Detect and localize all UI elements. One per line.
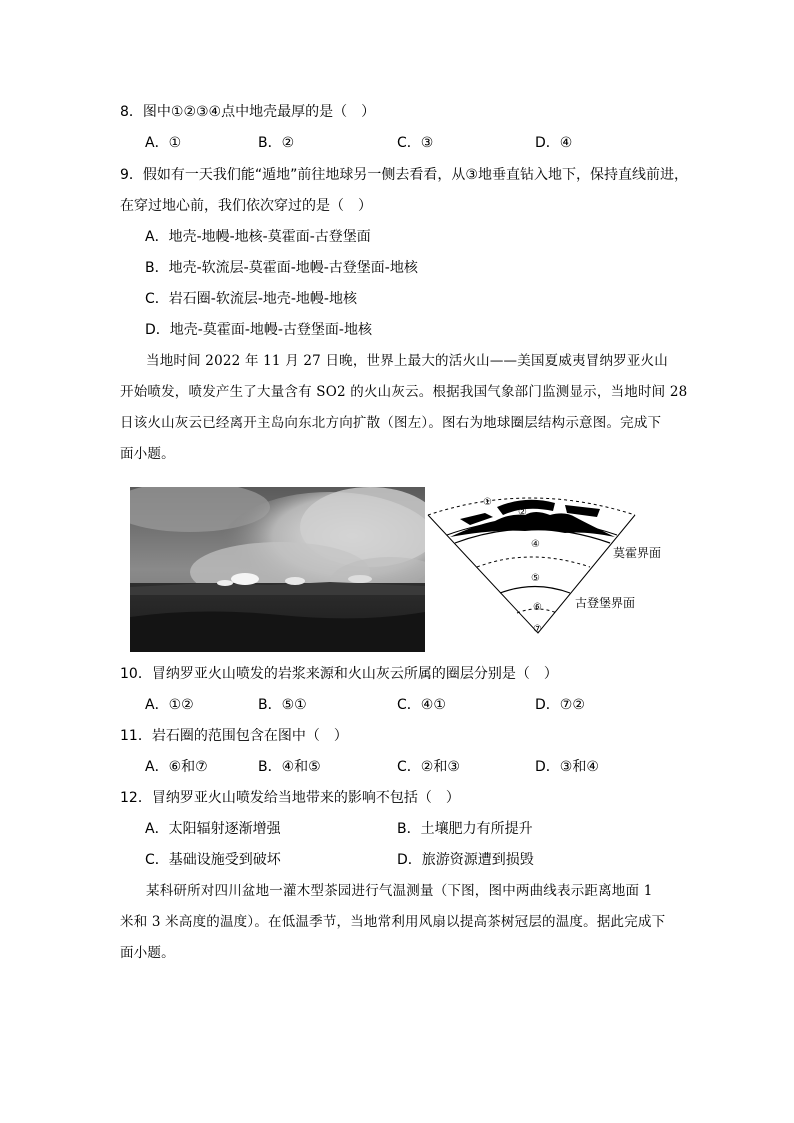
q11-option-c: C．②和③ [397, 759, 460, 775]
question-12-stem: 12．冒纳罗亚火山喷发给当地带来的影响不包括（ ） [120, 790, 460, 806]
asthenosphere-boundary [477, 557, 590, 567]
label-1: ① [483, 497, 492, 508]
q12-option-d: D．旅游资源遭到损毁 [397, 852, 534, 868]
q12-option-c: C．基础设施受到破坏 [145, 852, 281, 868]
question-10-stem: 10．冒纳罗亚火山喷发的岩浆来源和火山灰云所属的圈层分别是（ ） [120, 666, 558, 682]
passage2-line2: 米和 3 米高度的温度）。在低温季节，当地常利用风扇以提高茶树冠层的温度。据此完成下 [120, 914, 666, 930]
q11-option-d: D．③和④ [535, 759, 599, 775]
q9-option-c: C．岩石圈-软流层-地壳-地幔-地核 [145, 291, 357, 307]
q9-option-a: A．地壳-地幔-地核-莫霍面-古登堡面 [145, 229, 371, 245]
earth-layers-diagram [425, 485, 675, 645]
question-9-stem-line2: 在穿过地心前，我们依次穿过的是（ ） [120, 198, 372, 214]
label-7: ⑦ [533, 624, 542, 635]
moho-label: 莫霍界面 [613, 546, 662, 560]
q8-option-b: B．② [258, 135, 295, 151]
q11-option-a: A．⑥和⑦ [145, 759, 208, 775]
q8-option-c: C．③ [397, 135, 434, 151]
passage2-line3: 面小题。 [120, 945, 175, 961]
q9-option-d: D．地壳-莫霍面-地幔-古登堡面-地核 [145, 322, 372, 338]
label-2: ② [518, 507, 527, 518]
passage1-line4: 面小题。 [120, 446, 175, 462]
passage2-line1: 某科研所对四川盆地一灌木型茶园进行气温测量（下图，图中两曲线表示距离地面 1 [146, 883, 653, 899]
passage1-line1: 当地时间 2022 年 11 月 27 日晚，世界上最大的活火山——美国夏威夷冒纳罗亚火山 [146, 353, 668, 369]
q10-option-b: B．⑤① [258, 697, 307, 713]
q12-option-b: B．土壤肥力有所提升 [397, 821, 533, 837]
q10-option-d: D．⑦② [535, 697, 585, 713]
q9-option-b: B．地壳-软流层-莫霍面-地幔-古登堡面-地核 [145, 260, 418, 276]
label-4: ④ [531, 539, 540, 550]
q11-option-b: B．④和⑤ [258, 759, 321, 775]
q8-option-d: D．④ [535, 135, 573, 151]
label-5-top: ⑤ [549, 517, 558, 528]
label-6: ⑥ [533, 602, 542, 613]
question-9-stem-line1: 9．假如有一天我们能“遁地”前往地球另一侧去看看，从③地垂直钻入地下，保持直线前进， [120, 167, 688, 183]
q10-option-a: A．①② [145, 697, 194, 713]
gutenberg-label: 古登堡界面 [575, 596, 636, 610]
q12-option-a: A．太阳辐射逐渐增强 [145, 821, 281, 837]
volcano-eruption-photo [130, 487, 425, 652]
question-8-stem: 8．图中①②③④点中地壳最厚的是（ ） [120, 104, 376, 120]
q8-option-a: A．① [145, 135, 182, 151]
question-11-stem: 11．岩石圈的范围包含在图中（ ） [120, 728, 348, 744]
passage1-line2: 开始喷发，喷发产生了大量含有 SO2 的火山灰云。根据我国气象部门监测显示，当地时间 28 [120, 384, 688, 400]
q10-option-c: C．④① [397, 697, 446, 713]
gutenberg-line [500, 587, 570, 594]
passage1-line3: 日该火山灰云已经离开主岛向东北方向扩散（图左）。图右为地球圈层结构示意图。完成下 [120, 415, 662, 431]
label-5: ⑤ [531, 573, 540, 584]
